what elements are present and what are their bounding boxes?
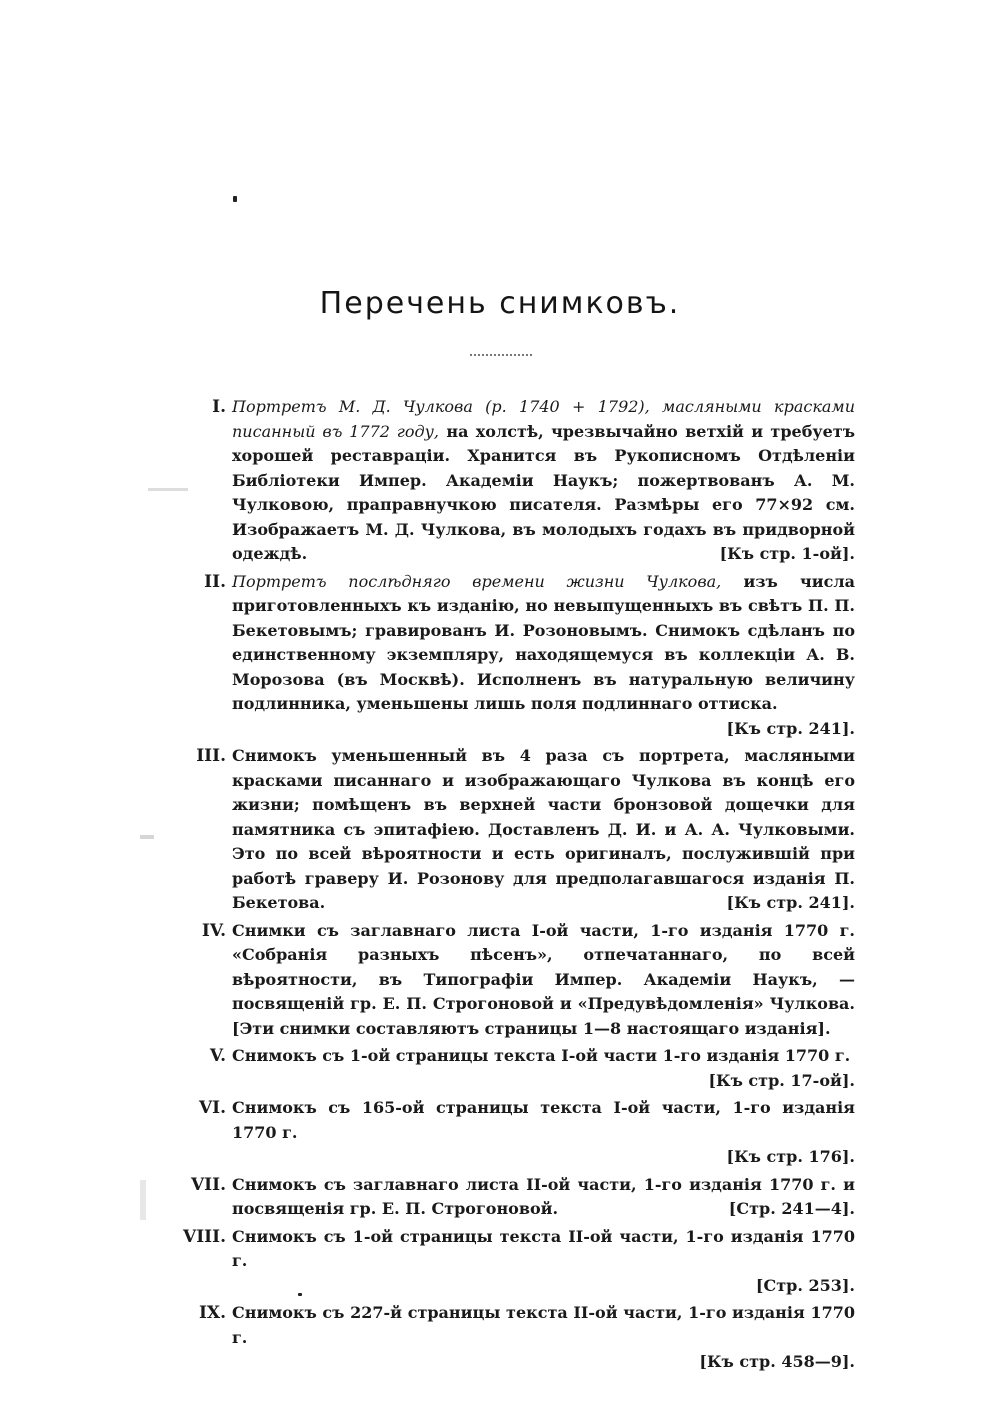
item-description: Снимокъ съ 1-ой страницы текста I-ой части 1-го изданія 1770 г. [232, 1046, 851, 1065]
item-text [232, 395, 855, 567]
item-description: Снимокъ съ 227-й страницы текста II-ой части, 1-го изданія 1770 г. [232, 1303, 855, 1347]
page-reference: [Къ стр. 176]. [726, 1147, 855, 1166]
item-number: VII. [190, 1174, 226, 1195]
print-noise [140, 1180, 146, 1220]
list-item [150, 744, 855, 916]
item-number: II. [204, 571, 226, 592]
item-description: Снимки съ заглавнаго листа I-ой части, 1-го изданія 1770 г. «Собранія разныхъ пѣсенъ», отпечатаннаго, по всей вѣроятности, въ Типографіи Импер. Академіи Наукъ, — посвященій гр. Е. П. Строгоновой и «Предувѣдомленія» Чулкова. [Эти снимки составляютъ страницы 1—8 настоящаго изданія]. [232, 920, 855, 1038]
list-item [150, 395, 855, 567]
item-italic-title: Портретъ послѣдняго времени жизни Чулкова, [232, 571, 722, 591]
page-reference: [Къ стр. 1-ой]. [719, 544, 855, 563]
title-divider [470, 350, 532, 356]
page-reference: [Стр. 241—4]. [728, 1199, 855, 1218]
item-text [232, 1173, 855, 1222]
page-reference: [Къ стр. 17-ой]. [708, 1070, 855, 1090]
page-title: Перечень снимковъ. [319, 286, 681, 321]
item-number: I. [212, 397, 226, 417]
item-text [232, 1225, 855, 1299]
item-description: изъ числа приготовленныхъ къ изданію, но невыпущенныхъ въ свѣтъ П. П. Бекетовымъ; гравированъ И. Розоновымъ. Снимокъ сдѣланъ по единственному экземпляру, находящемуся въ коллекціи А. В. Морозова (въ Москвѣ). Исполненъ въ натуральную величину подлинника, уменьшены лишь поля подлиннаго оттиска. [232, 571, 855, 713]
item-description: Снимокъ съ 165-ой страницы текста I-ой части, 1-го изданія 1770 г. [232, 1098, 855, 1142]
list-item [150, 1225, 855, 1299]
list-item [150, 919, 855, 1042]
item-text [232, 744, 855, 916]
item-text [232, 919, 855, 1042]
illustrations-list [150, 395, 855, 1375]
item-description: на холстѣ, чрезвычайно ветхій и требуетъ хорошей реставраціи. Хранится въ Рукописномъ Отдѣленіи Библіотеки Импер. Академіи Наукъ; пожертвованъ А. М. Чулковою, праправнучкою писателя. Размѣры его 77×92 см. Изображаетъ М. Д. Чулкова, въ молодыхъ годахъ въ придворной одеждѣ. [232, 421, 855, 563]
item-number: IX. [198, 1303, 226, 1323]
item-number: III. [196, 746, 226, 766]
item-description: Снимокъ уменьшенный въ 4 раза съ портрета, масляными красками писаннаго и изображающаго Чулкова въ концѣ его жизни; помѣщенъ въ верхней части бронзовой дощечки для памятника съ эпитафіею. Доставленъ Д. И. и А. А. Чулковыми. Это по всей вѣроятности и есть оригиналъ, послужившій при работѣ граверу И. Розонову для предполагавшагося изданія П. Бекетова. [232, 746, 855, 912]
list-item [150, 1044, 855, 1093]
item-italic-title: Портретъ М. Д. Чулкова (р. 1740 + 1792), масляными красками писанный въ 1772 году, [232, 397, 855, 441]
list-item [150, 1301, 855, 1375]
item-number: VIII. [183, 1226, 226, 1247]
list-item [150, 1173, 855, 1222]
list-item [150, 570, 855, 742]
item-text [232, 1044, 855, 1093]
item-text [232, 570, 855, 742]
item-description: Снимокъ съ заглавнаго листа II-ой части, 1-го изданія 1770 г. и посвященія гр. Е. П. Строгоновой. [232, 1174, 855, 1218]
item-description: Снимокъ съ 1-ой страницы текста II-ой части, 1-го изданія 1770 г. [232, 1226, 855, 1270]
ink-speck [233, 196, 237, 202]
page-reference: [Къ стр. 458—9]. [699, 1352, 855, 1371]
item-number: V. [209, 1046, 226, 1066]
item-number: VI. [198, 1098, 226, 1118]
item-text [232, 1096, 855, 1170]
item-number: IV. [201, 920, 226, 941]
list-item [150, 1096, 855, 1170]
page-reference: [Къ стр. 241]. [726, 893, 855, 912]
item-text [232, 1301, 855, 1375]
page-reference: [Стр. 253]. [755, 1275, 855, 1295]
page-reference: [Къ стр. 241]. [726, 718, 855, 738]
